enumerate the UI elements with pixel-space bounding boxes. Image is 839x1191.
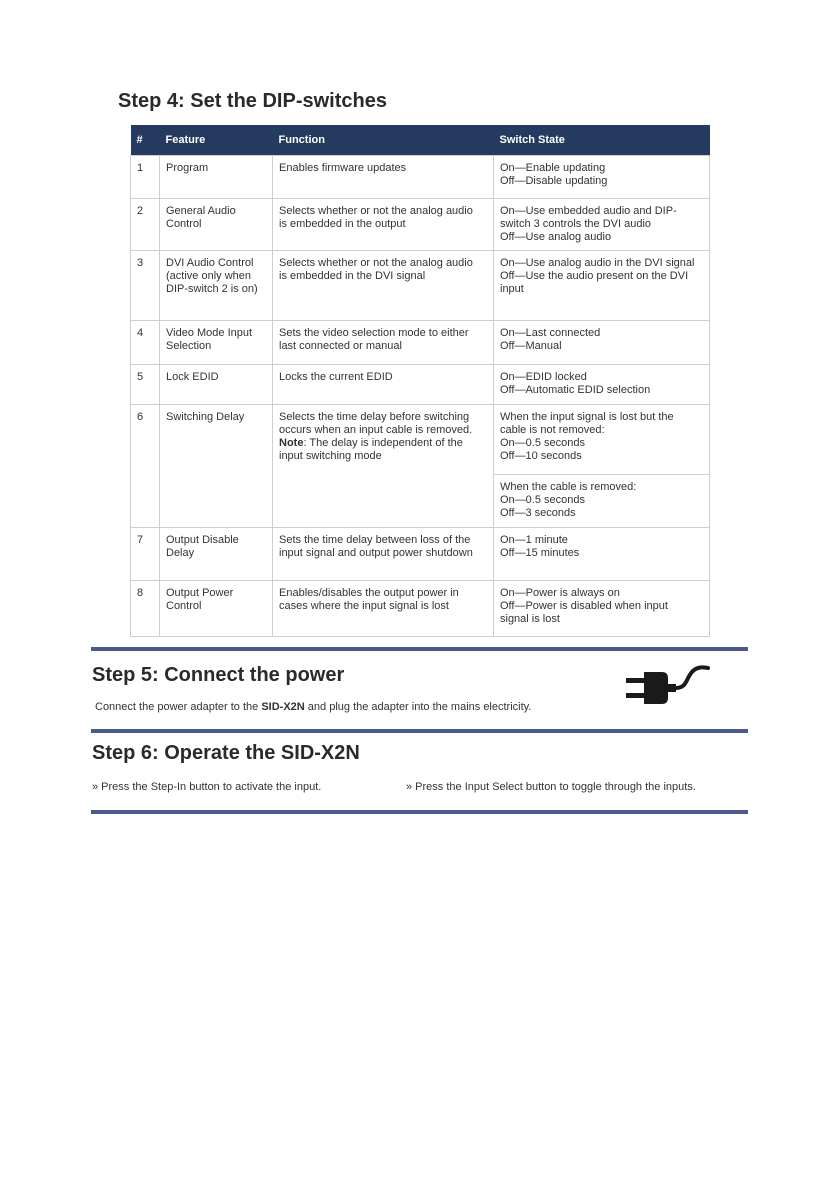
feature-line: Control	[166, 218, 202, 230]
section-divider	[91, 729, 748, 733]
state-line: input	[500, 283, 524, 295]
section-divider	[91, 647, 748, 651]
table-row	[131, 199, 710, 251]
step5-text-after: and plug the adapter into the mains electricity.	[304, 701, 532, 713]
cell-state	[494, 528, 710, 581]
feature-line: Control	[166, 600, 202, 612]
step5-text	[95, 701, 531, 713]
function-line: Enables firmware updates	[279, 162, 407, 174]
header-function: Function	[273, 125, 494, 156]
state-line: Off—Use analog audio	[500, 231, 612, 243]
state-line: Off—Disable updating	[500, 175, 608, 187]
table-row	[131, 365, 710, 405]
function-line: Sets the video selection mode to either	[279, 327, 469, 339]
dip-switch-table	[130, 125, 710, 637]
cell-feature	[160, 156, 273, 199]
function-line: cases where the input signal is lost	[279, 600, 449, 612]
cell-state	[494, 405, 710, 475]
cell-state	[494, 365, 710, 405]
state-line: Off—15 minutes	[500, 547, 580, 559]
function-line: is embedded in the output	[279, 218, 406, 230]
cell-num: 7	[131, 528, 160, 581]
state-line: On—1 minute	[500, 534, 568, 546]
state-line: On—EDID locked	[500, 371, 587, 383]
cell-num: 6	[131, 405, 160, 528]
step6-bullet-input-select: » Press the Input Select button to toggle through the inputs.	[406, 781, 696, 793]
note-label: Note	[279, 437, 304, 449]
state-line: On—0.5 seconds	[500, 437, 585, 449]
function-note-line: input switching mode	[279, 450, 382, 462]
state-line: On—Use analog audio in the DVI signal	[500, 257, 695, 269]
function-line: Selects the time delay before switching	[279, 411, 470, 423]
feature-line: (active only when	[166, 270, 251, 282]
state-line: On—Power is always on	[500, 587, 620, 599]
state-line: On—Last connected	[500, 327, 601, 339]
cell-state	[494, 156, 710, 199]
state-line: On—0.5 seconds	[500, 494, 585, 506]
cell-state	[494, 581, 710, 637]
state-line: Off—3 seconds	[500, 507, 576, 519]
function-line: Selects whether or not the analog audio	[279, 257, 473, 269]
table-header-row	[131, 125, 710, 156]
table-row	[131, 321, 710, 365]
state-line: Off—10 seconds	[500, 450, 582, 462]
cell-state	[494, 199, 710, 251]
state-line: When the input signal is lost but the	[500, 411, 674, 423]
function-line: Enables/disables the output power in	[279, 587, 459, 599]
cell-function	[273, 405, 494, 528]
function-line: occurs when an input cable is removed.	[279, 424, 473, 436]
feature-line: Video Mode Input	[166, 327, 253, 339]
header-switch-state: Switch State	[494, 125, 710, 156]
state-line: When the cable is removed:	[500, 481, 637, 493]
cell-function	[273, 251, 494, 321]
cell-state	[494, 321, 710, 365]
cell-function	[273, 581, 494, 637]
feature-line: General Audio	[166, 205, 236, 217]
step4-title: Step 4: Set the DIP-switches	[118, 90, 387, 112]
state-line: Off—Power is disabled when input	[500, 600, 668, 612]
cell-feature	[160, 405, 273, 528]
cell-num: 5	[131, 365, 160, 405]
state-line: signal is lost	[500, 613, 560, 625]
cell-function	[273, 528, 494, 581]
feature-line: Program	[166, 162, 209, 174]
feature-line: DVI Audio Control	[166, 257, 254, 269]
header-feature: Feature	[160, 125, 273, 156]
state-line: Off—Manual	[500, 340, 562, 352]
function-note-line	[279, 437, 487, 450]
feature-line: Delay	[166, 547, 195, 559]
cell-feature	[160, 365, 273, 405]
product-name: SID-X2N	[261, 701, 305, 713]
function-line: is embedded in the DVI signal	[279, 270, 426, 282]
state-line: Off—Automatic EDID selection	[500, 384, 651, 396]
cell-feature	[160, 581, 273, 637]
table-row	[131, 251, 710, 321]
cell-state	[494, 475, 710, 528]
feature-line: Selection	[166, 340, 212, 352]
cell-feature	[160, 199, 273, 251]
cell-num: 3	[131, 251, 160, 321]
note-text: : The delay is independent of the	[303, 437, 463, 449]
feature-line: DIP-switch 2 is on)	[166, 283, 258, 295]
function-line: Sets the time delay between loss of the	[279, 534, 471, 546]
cell-function	[273, 199, 494, 251]
state-line: On—Use embedded audio and DIP-	[500, 205, 677, 217]
cell-num: 4	[131, 321, 160, 365]
cell-function	[273, 156, 494, 199]
section-divider	[91, 810, 748, 814]
cell-num: 8	[131, 581, 160, 637]
table-row	[131, 528, 710, 581]
state-line: switch 3 controls the DVI audio	[500, 218, 652, 230]
function-line: input signal and output power shutdown	[279, 547, 473, 559]
cell-num: 1	[131, 156, 160, 199]
step6-bullet-step-in: » Press the Step-In button to activate the input.	[92, 781, 322, 793]
power-plug-icon	[622, 664, 710, 712]
feature-line: Output Power	[166, 587, 234, 599]
function-line: Selects whether or not the analog audio	[279, 205, 473, 217]
state-line: cable is not removed:	[500, 424, 605, 436]
cell-feature	[160, 528, 273, 581]
cell-feature	[160, 251, 273, 321]
table-row	[131, 156, 710, 199]
state-line: On—Enable updating	[500, 162, 606, 174]
function-line: Locks the current EDID	[279, 371, 393, 383]
cell-state	[494, 251, 710, 321]
step5-title: Step 5: Connect the power	[92, 664, 345, 686]
step6-title: Step 6: Operate the SID-X2N	[92, 742, 360, 764]
cell-feature	[160, 321, 273, 365]
feature-line: Output Disable	[166, 534, 239, 546]
cell-num: 2	[131, 199, 160, 251]
step5-text-before: Connect the power adapter to the	[95, 701, 262, 713]
table-row	[131, 405, 710, 475]
header-num: #	[131, 125, 160, 156]
cell-function	[273, 321, 494, 365]
feature-line: Lock EDID	[166, 371, 219, 383]
state-line: Off—Use the audio present on the DVI	[500, 270, 689, 282]
function-line: last connected or manual	[279, 340, 402, 352]
cell-function	[273, 365, 494, 405]
feature-line: Switching Delay	[166, 411, 245, 423]
table-row	[131, 581, 710, 637]
